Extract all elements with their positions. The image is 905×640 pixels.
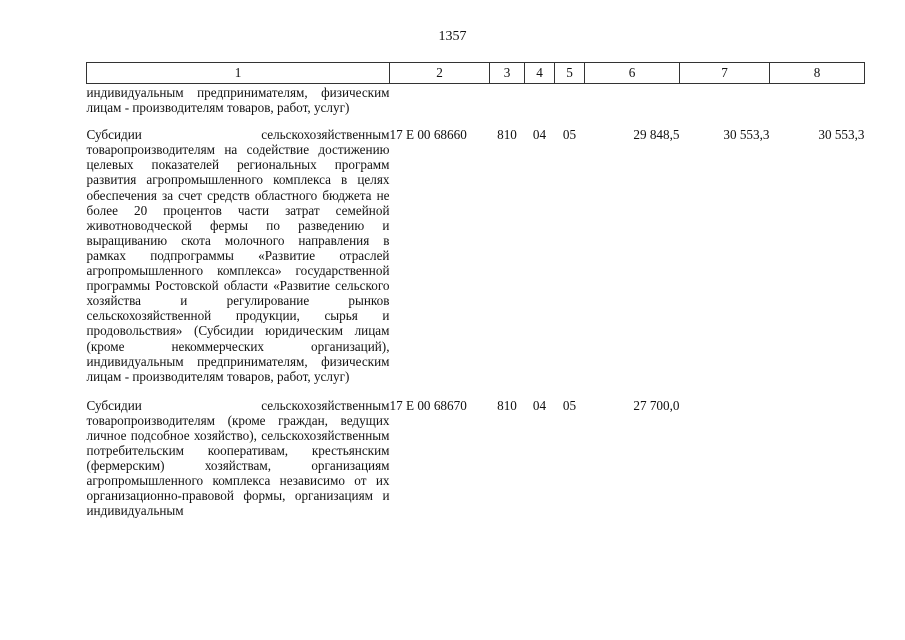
table-row bbox=[87, 84, 865, 120]
column-header-4: 4 bbox=[525, 63, 555, 84]
amount-year-3 bbox=[770, 390, 865, 525]
target-code: 17 Е 00 68670 bbox=[389, 397, 467, 413]
column-header-1: 1 bbox=[87, 63, 390, 84]
empty-cells bbox=[390, 84, 865, 120]
section: 04 bbox=[532, 127, 547, 143]
row-description: Субсидии сельскохозяйственным товаропроизводителям (кроме граждан, ведущих личное подсобное хозяйство), сельскохозяйственным потребительским кооперативам, крестьянским (фермерским) хозяйствам, организациям агропромышленного комплекса независимо от их организационно-правовой формы, организациям и индивидуальным bbox=[86, 397, 390, 519]
row-description: индивидуальным предпринимателям, физическим лицам - производителям товаров, работ, услуг) bbox=[86, 85, 390, 116]
column-header-5: 5 bbox=[555, 63, 585, 84]
amount-year-1: 27 700,0 bbox=[633, 397, 680, 413]
column-header-2: 2 bbox=[390, 63, 490, 84]
column-header-3: 3 bbox=[490, 63, 525, 84]
table-row bbox=[87, 119, 865, 390]
subsection: 05 bbox=[562, 127, 577, 143]
amount-year-2: 30 553,3 bbox=[723, 127, 770, 143]
section: 04 bbox=[532, 397, 547, 413]
page-number: 1357 bbox=[438, 29, 467, 44]
row-description: Субсидии сельскохозяйственным товаропроизводителям на содействие достижению целевых показателей региональных программ развития агропромышленного комплекса в целях обеспечения за счет средств областного бюджета не более 20 процентов части затрат семейной животноводческой фермы по разведению и выращиванию скота молочного направления в рамках подпрограммы «Развитие отраслей агропромышленного комплекса» государственной программы Ростовской области «Развитие сельского хозяйства и регулирование рынков сельскохозяйственной продукции, сырья и продовольствия» (Субсидии юридическим лицам (кроме некоммерческих организаций), индивидуальным предпринимателям, физическим лицам - производителям товаров, работ, услуг) bbox=[86, 127, 390, 384]
amount-year-1: 29 848,5 bbox=[633, 127, 680, 143]
column-header-8: 8 bbox=[770, 63, 865, 84]
subsection: 05 bbox=[562, 397, 577, 413]
table-row bbox=[87, 390, 865, 525]
budget-table bbox=[86, 62, 865, 525]
target-code: 17 Е 00 68660 bbox=[389, 127, 467, 143]
column-header-6: 6 bbox=[585, 63, 680, 84]
column-header-7: 7 bbox=[680, 63, 770, 84]
table-header-row bbox=[87, 63, 865, 84]
amount-year-2 bbox=[680, 390, 770, 525]
expense-type: 810 bbox=[497, 127, 517, 143]
expense-type: 810 bbox=[497, 397, 517, 413]
amount-year-3: 30 553,3 bbox=[818, 127, 865, 143]
